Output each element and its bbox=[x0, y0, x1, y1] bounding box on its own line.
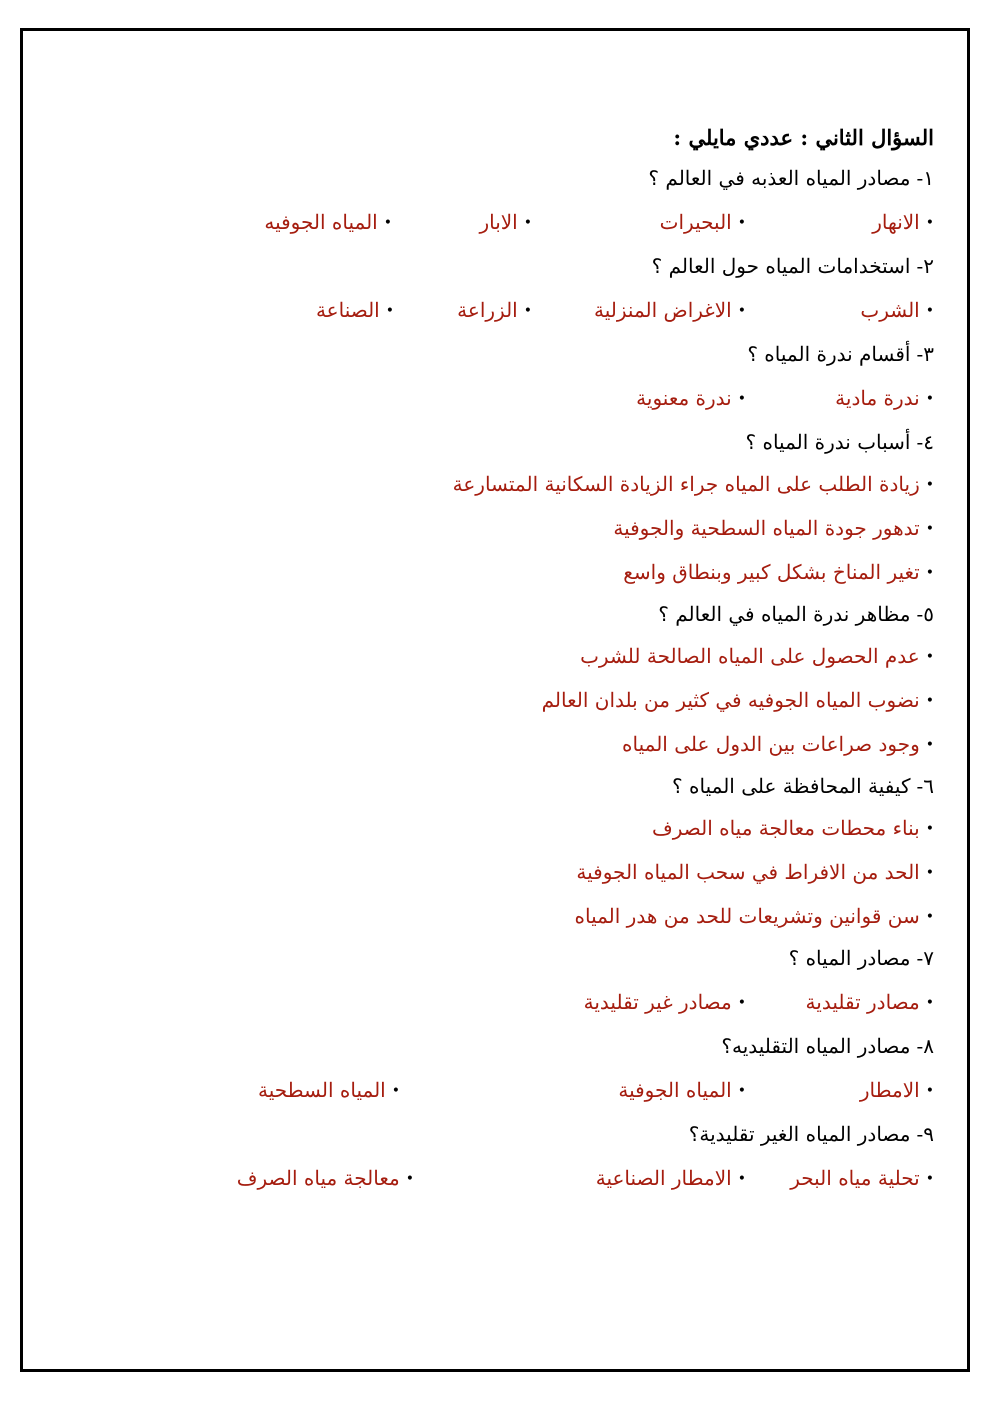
question-text: أقسام ندرة المياه ؟ bbox=[747, 342, 911, 366]
answer-row-9 bbox=[174, 1154, 934, 1202]
question-6 bbox=[174, 766, 934, 806]
answer-item: •نضوب المياه الجوفيه في كثير من بلدان العالم bbox=[541, 688, 934, 712]
worksheet-content bbox=[174, 118, 934, 1202]
bullet-icon: • bbox=[737, 995, 746, 1011]
question-text: مصادر المياه الغير تقليدية؟ bbox=[688, 1122, 911, 1146]
question-text: مصادر المياه التقليديه؟ bbox=[721, 1034, 911, 1058]
bullet-icon: • bbox=[383, 215, 392, 231]
bullet-icon: • bbox=[925, 693, 934, 709]
answer-row-7 bbox=[174, 978, 934, 1026]
answer-item: •بناء محطات معالجة مياه الصرف bbox=[651, 816, 934, 840]
answer-row-1 bbox=[174, 198, 934, 246]
bullet-icon: • bbox=[925, 865, 934, 881]
answer-row-8 bbox=[174, 1066, 934, 1114]
answer-row-2 bbox=[174, 286, 934, 334]
question-text: استخدامات المياه حول العالم ؟ bbox=[651, 254, 911, 278]
answer-item: •معالجة مياه الصرف bbox=[236, 1166, 414, 1190]
question-2 bbox=[174, 246, 934, 286]
answer-item: •الامطار bbox=[859, 1078, 934, 1102]
question-number: ٦- bbox=[916, 774, 934, 798]
question-number: ٧- bbox=[916, 946, 934, 970]
bullet-icon: • bbox=[385, 303, 394, 319]
bullet-icon: • bbox=[925, 565, 934, 581]
question-7 bbox=[174, 938, 934, 978]
answer-item: •المياه الجوفيه bbox=[264, 210, 392, 234]
bullet-icon: • bbox=[737, 391, 746, 407]
question-number: ٩- bbox=[916, 1122, 934, 1146]
question-number: ١- bbox=[916, 166, 934, 190]
page-title: السؤال الثاني : عددي مايلي : bbox=[673, 125, 934, 150]
bullet-icon: • bbox=[925, 303, 934, 319]
answer-item: •عدم الحصول على المياه الصالحة للشرب bbox=[580, 644, 934, 668]
bullet-icon: • bbox=[925, 477, 934, 493]
question-1 bbox=[174, 158, 934, 198]
question-number: ٨- bbox=[916, 1034, 934, 1058]
bullet-icon: • bbox=[925, 737, 934, 753]
question-3 bbox=[174, 334, 934, 374]
bullet-icon: • bbox=[523, 215, 532, 231]
question-9 bbox=[174, 1114, 934, 1154]
answer-item: •الانهار bbox=[872, 210, 934, 234]
question-number: ٣- bbox=[916, 342, 934, 366]
bullet-icon: • bbox=[737, 1171, 746, 1187]
answer-item: •المياه السطحية bbox=[257, 1078, 400, 1102]
bullet-icon: • bbox=[925, 391, 934, 407]
question-text: كيفية المحافظة على المياه ؟ bbox=[672, 774, 911, 798]
question-text: مصادر المياه العذبه في العالم ؟ bbox=[648, 166, 911, 190]
bullet-icon: • bbox=[737, 303, 746, 319]
bullet-icon: • bbox=[737, 215, 746, 231]
answer-item: •تحلية مياه البحر bbox=[790, 1166, 934, 1190]
bullet-icon: • bbox=[405, 1171, 414, 1187]
bullet-icon: • bbox=[523, 303, 532, 319]
answer-item: •وجود صراعات بين الدول على المياه bbox=[622, 732, 934, 756]
bullet-icon: • bbox=[925, 521, 934, 537]
answer-item: •الامطار الصناعية bbox=[595, 1166, 746, 1190]
question-8 bbox=[174, 1026, 934, 1066]
answer-item: •البحيرات bbox=[659, 210, 746, 234]
answer-item: •الحد من الافراط في سحب المياه الجوفية bbox=[576, 860, 934, 884]
bullet-icon: • bbox=[925, 1171, 934, 1187]
answer-item: •ندرة مادية bbox=[835, 386, 934, 410]
bullet-icon: • bbox=[925, 215, 934, 231]
answer-item: •تغير المناخ بشكل كبير وبنطاق واسع bbox=[623, 560, 934, 584]
question-text: أسباب ندرة المياه ؟ bbox=[745, 430, 911, 454]
answer-item: •المياه الجوفية bbox=[618, 1078, 746, 1102]
bullet-icon: • bbox=[925, 1083, 934, 1099]
answer-row-3 bbox=[174, 374, 934, 422]
bullet-icon: • bbox=[737, 1083, 746, 1099]
answer-item: •مصادر غير تقليدية bbox=[583, 990, 746, 1014]
answer-item: •الاغراض المنزلية bbox=[594, 298, 746, 322]
answer-item: •الزراعة bbox=[457, 298, 532, 322]
answer-item: •زيادة الطلب على المياه جراء الزيادة السكانية المتسارعة bbox=[452, 472, 934, 496]
question-number: ٤- bbox=[916, 430, 934, 454]
bullet-icon: • bbox=[925, 649, 934, 665]
question-number: ٢- bbox=[916, 254, 934, 278]
question-5 bbox=[174, 594, 934, 634]
answer-item: •تدهور جودة المياه السطحية والجوفية bbox=[613, 516, 934, 540]
answer-item: •الشرب bbox=[860, 298, 934, 322]
answer-item: •مصادر تقليدية bbox=[805, 990, 934, 1014]
answer-item: •الصناعة bbox=[315, 298, 394, 322]
answer-item: •سن قوانين وتشريعات للحد من هدر المياه bbox=[574, 904, 934, 928]
question-text: مصادر المياه ؟ bbox=[788, 946, 911, 970]
bullet-icon: • bbox=[391, 1083, 400, 1099]
question-4 bbox=[174, 422, 934, 462]
question-number: ٥- bbox=[916, 602, 934, 626]
bullet-icon: • bbox=[925, 909, 934, 925]
answer-item: •ندرة معنوية bbox=[636, 386, 746, 410]
bullet-icon: • bbox=[925, 821, 934, 837]
bullet-icon: • bbox=[925, 995, 934, 1011]
question-text: مظاهر ندرة المياه في العالم ؟ bbox=[658, 602, 911, 626]
answer-item: •الابار bbox=[479, 210, 532, 234]
